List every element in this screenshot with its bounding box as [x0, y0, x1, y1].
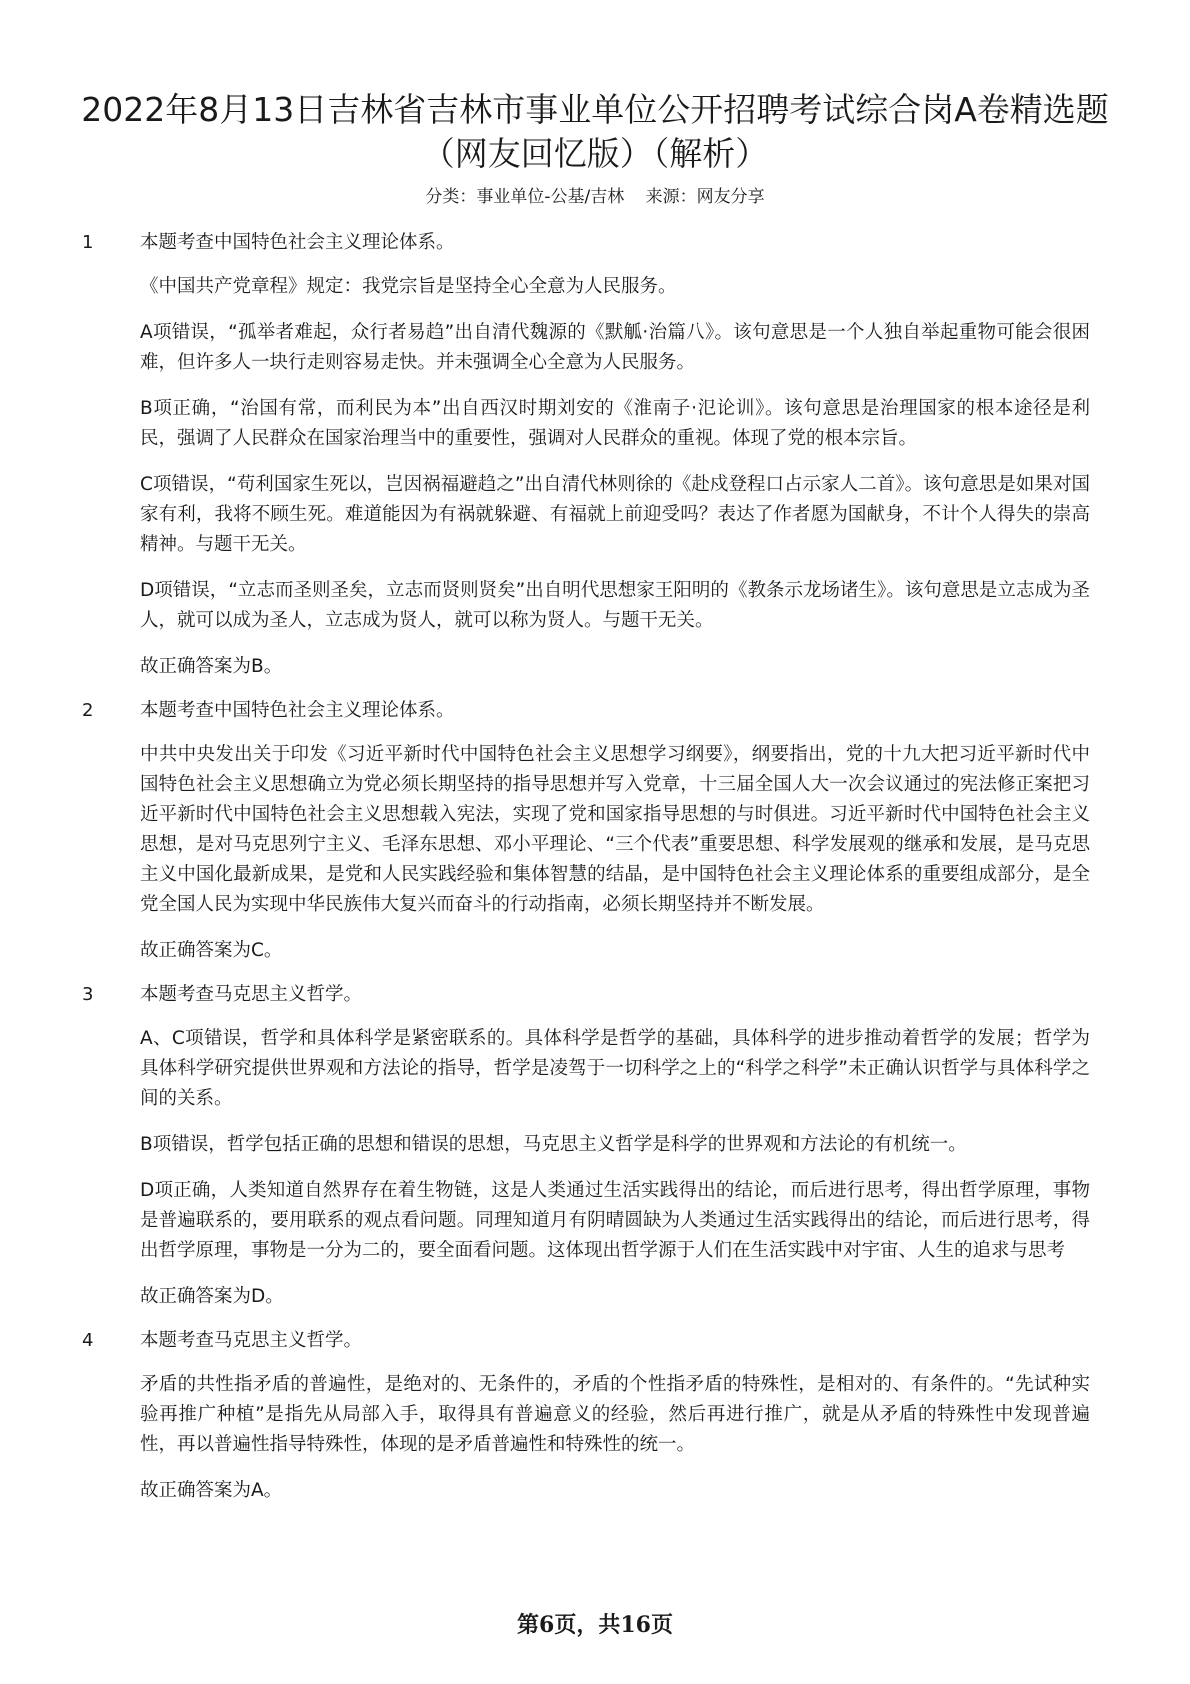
explanation-paragraph: C项错误，“苟利国家生死以，岂因祸福避趋之”出自清代林则徐的《赴戍登程口占示家人二首》。该句意思是如果对国家有利，我将不顾生死。难道能因为有祸就躲避、有福就上前迎受吗？表达了作者愿为国献身，不计个人得失的崇高精神。与题干无关。	[140, 474, 1090, 555]
category-label: 分类：事业单位-公基/吉林	[425, 187, 625, 207]
question-header	[0, 228, 1190, 258]
question-block	[0, 228, 1190, 682]
question-number: 2	[82, 700, 94, 721]
source-label: 来源：网友分享	[645, 187, 765, 207]
explanation-paragraph: A、C项错误，哲学和具体科学是紧密联系的。具体科学是哲学的基础，具体科学的进步推动着哲学的发展；哲学为具体科学研究提供世界观和方法论的指导，哲学是凌驾于一切科学之上的“科学之科学”未正确认识哲学与具体科学之间的关系。	[140, 1028, 1090, 1109]
explanation-paragraph: A项错误，“孤举者难起，众行者易趋”出自清代魏源的《默觚·治篇八》。该句意思是一个人独自举起重物可能会很困难，但许多人一块行走则容易走快。并未强调全心全意为人民服务。	[140, 322, 1090, 373]
question-topic: 本题考查马克思主义哲学。	[140, 1330, 363, 1351]
question-topic: 本题考查中国特色社会主义理论体系。	[140, 232, 455, 253]
question-number: 4	[82, 1330, 94, 1351]
question-number: 1	[82, 232, 94, 253]
answer-line: 故正确答案为B。	[140, 656, 283, 677]
explanation-paragraph: B项正确，“治国有常，而利民为本”出自西汉时期刘安的《淮南子·氾论训》。该句意思是治理国家的根本途径是利民，强调了人民群众在国家治理当中的重要性，强调对人民群众的重视。体现了党的根本宗旨。	[140, 398, 1090, 449]
question-block	[0, 980, 1190, 1312]
question-topic: 本题考查中国特色社会主义理论体系。	[140, 700, 455, 721]
answer-line: 故正确答案为D。	[140, 1286, 284, 1307]
explanation-paragraph: D项正确，人类知道自然界存在着生物链，这是人类通过生活实践得出的结论，而后进行思考，得出哲学原理，事物是普遍联系的，要用联系的观点看问题。同理知道月有阴晴圆缺为人类通过生活实践得出的结论，而后进行思考，得出哲学原理，事物是一分为二的，要全面看问题。这体现出哲学源于人们在生活实践中对宇宙、人生的追求与思考	[140, 1180, 1090, 1261]
document-title: 2022年8月13日吉林省吉林市事业单位公开招聘考试综合岗A卷精选题（网友回忆版）（解析）	[81, 90, 1109, 173]
page-number: 第6页，共16页	[517, 1612, 673, 1638]
explanation-paragraph: B项错误，哲学包括正确的思想和错误的思想，马克思主义哲学是科学的世界观和方法论的有机统一。	[140, 1134, 967, 1155]
question-header	[0, 696, 1190, 726]
question-header	[0, 1326, 1190, 1356]
answer-line: 故正确答案为A。	[140, 1480, 283, 1501]
questions-list	[0, 228, 1190, 1520]
explanation-paragraph: 《中国共产党章程》规定：我党宗旨是坚持全心全意为人民服务。	[140, 276, 677, 297]
question-header	[0, 980, 1190, 1010]
explanation-paragraph: 矛盾的共性指矛盾的普遍性，是绝对的、无条件的，矛盾的个性指矛盾的特殊性，是相对的、有条件的。“先试种实验再推广种植”是指先从局部入手，取得具有普遍意义的经验，然后再进行推广，就是从矛盾的特殊性中发现普遍性，再以普遍性指导特殊性，体现的是矛盾普遍性和特殊性的统一。	[140, 1374, 1090, 1455]
answer-line: 故正确答案为C。	[140, 940, 283, 961]
question-block	[0, 1326, 1190, 1506]
document-meta	[0, 185, 1190, 209]
question-block	[0, 696, 1190, 966]
question-number: 3	[82, 984, 94, 1005]
explanation-paragraph: D项错误，“立志而圣则圣矣，立志而贤则贤矣”出自明代思想家王阳明的《教条示龙场诸生》。该句意思是立志成为圣人，就可以成为圣人，立志成为贤人，就可以称为贤人。与题干无关。	[140, 580, 1090, 631]
question-topic: 本题考查马克思主义哲学。	[140, 984, 363, 1005]
explanation-paragraph: 中共中央发出关于印发《习近平新时代中国特色社会主义思想学习纲要》，纲要指出，党的十九大把习近平新时代中国特色社会主义思想确立为党必须长期坚持的指导思想并写入党章，十三届全国人大一次会议通过的宪法修正案把习近平新时代中国特色社会主义思想载入宪法，实现了党和国家指导思想的与时俱进。习近平新时代中国特色社会主义思想，是对马克思列宁主义、毛泽东思想、邓小平理论、“三个代表”重要思想、科学发展观的继承和发展，是马克思主义中国化最新成果，是党和人民实践经验和集体智慧的结晶，是中国特色社会主义理论体系的重要组成部分，是全党全国人民为实现中华民族伟大复兴而奋斗的行动指南，必须长期坚持并不断发展。	[140, 744, 1090, 915]
